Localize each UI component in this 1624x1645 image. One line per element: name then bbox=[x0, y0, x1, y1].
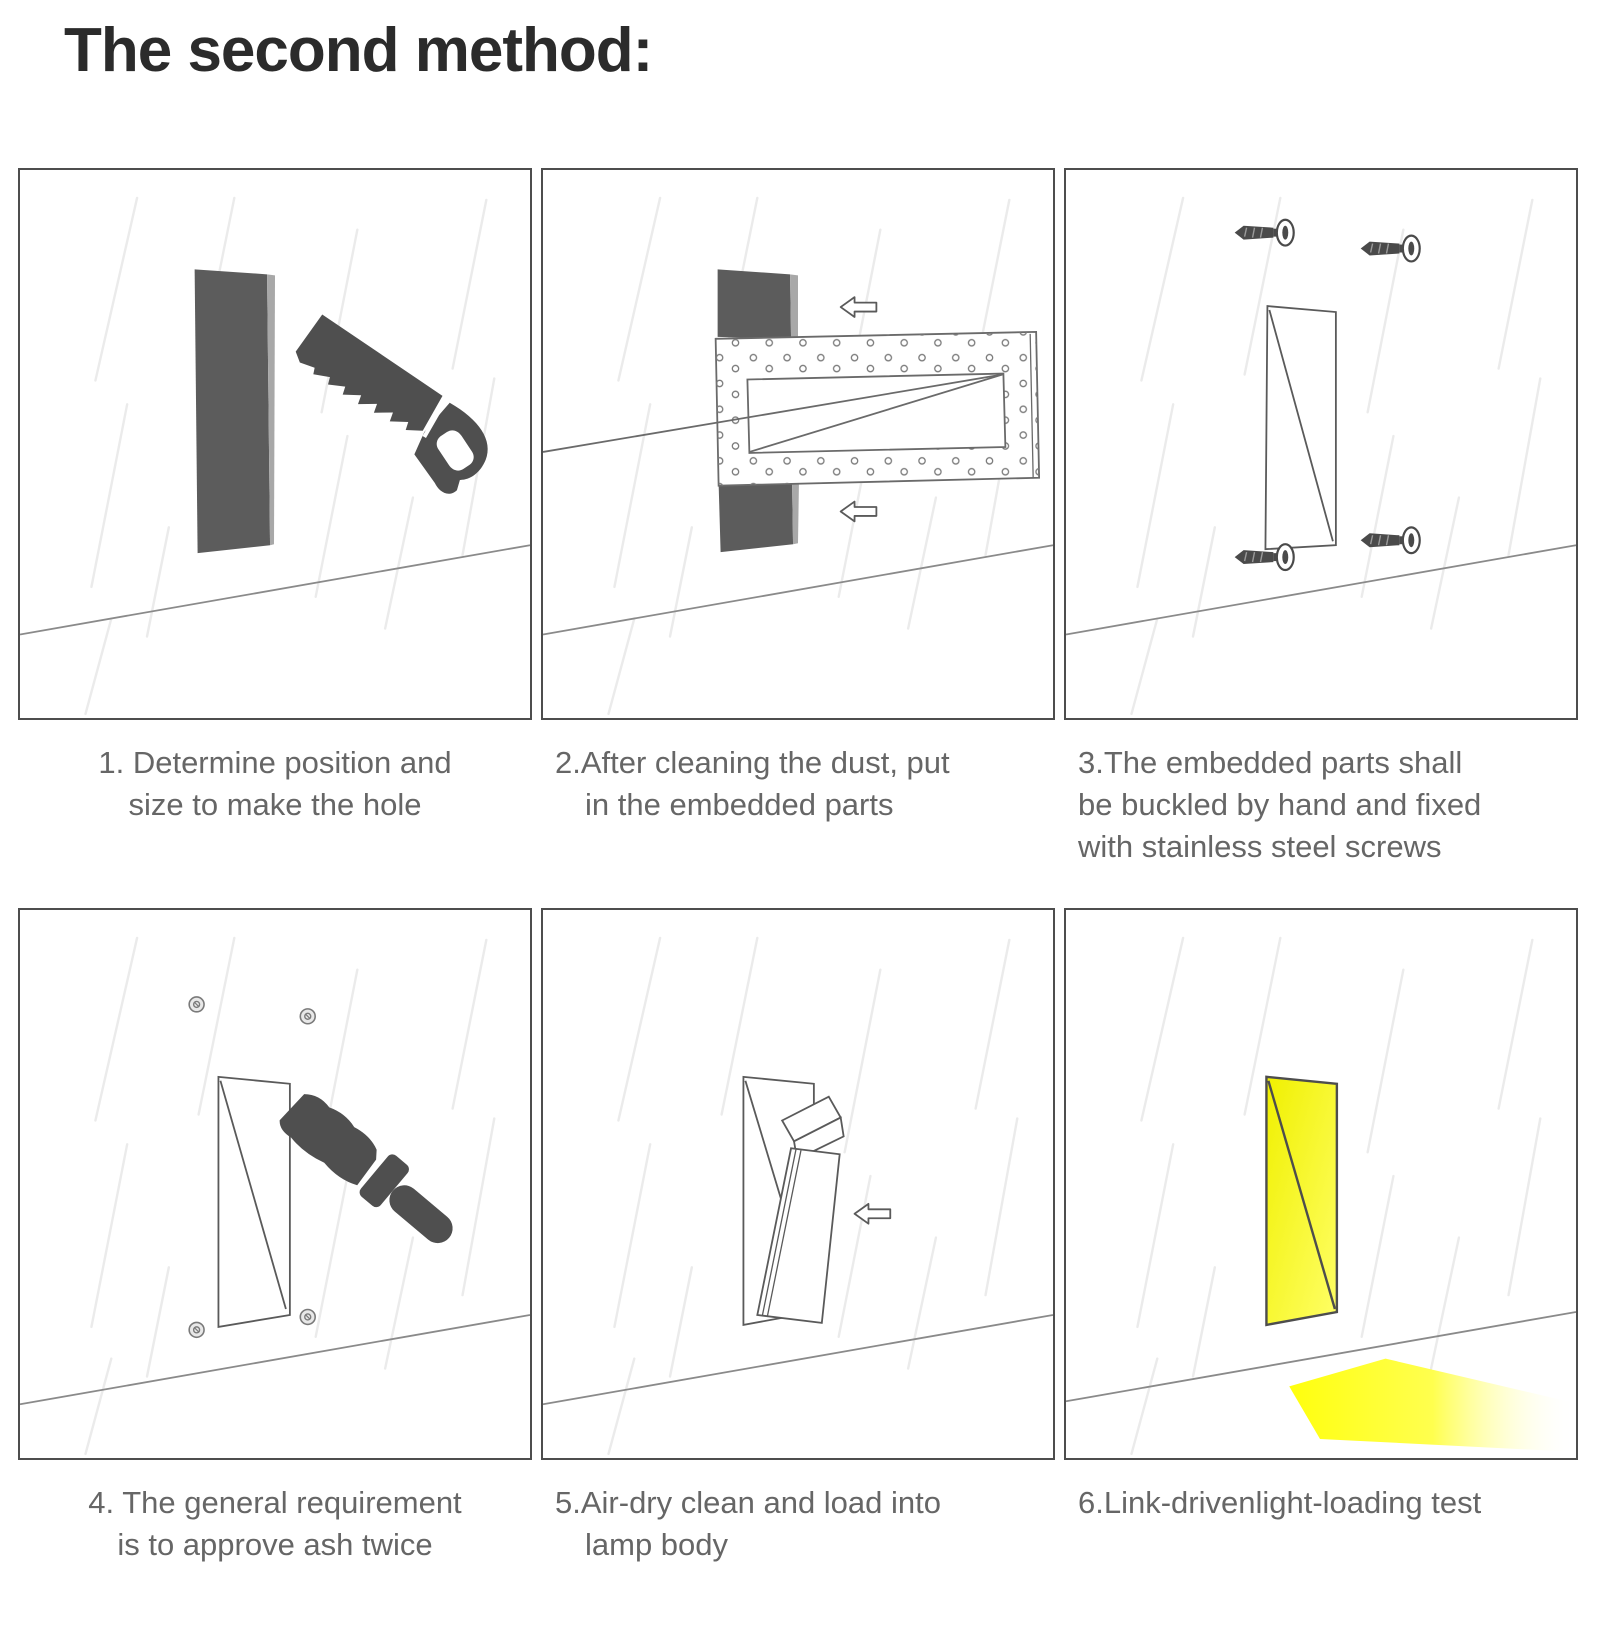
caption-line: be buckled by hand and fixed bbox=[1078, 787, 1482, 822]
caption-line: 3.The embedded parts shall bbox=[1078, 745, 1463, 780]
caption-line: size to make the hole bbox=[128, 787, 422, 822]
page-title: The second method: bbox=[64, 16, 653, 85]
step-6-illustration bbox=[1064, 908, 1578, 1460]
screw-icon bbox=[1235, 544, 1294, 570]
step-5-caption bbox=[541, 1460, 1055, 1566]
steps-grid bbox=[18, 168, 1624, 1566]
embedded-part bbox=[543, 332, 1039, 486]
instruction-sheet bbox=[0, 18, 1624, 1645]
lit-lamp bbox=[1266, 1077, 1336, 1325]
step-3 bbox=[1064, 168, 1578, 908]
step-6-caption bbox=[1064, 1460, 1578, 1524]
screw-head-icon bbox=[300, 1009, 315, 1024]
step-4-caption bbox=[18, 1460, 532, 1566]
screw-icon bbox=[1361, 527, 1420, 553]
caption-line: 2.After cleaning the dust, put bbox=[555, 745, 950, 780]
step-1-caption bbox=[18, 720, 532, 908]
caption-line: in the embedded parts bbox=[585, 787, 894, 822]
saw-icon bbox=[282, 306, 502, 501]
step-2-caption bbox=[541, 720, 1055, 908]
floor-line bbox=[20, 1315, 530, 1404]
step-2 bbox=[541, 168, 1055, 908]
step-6 bbox=[1064, 908, 1578, 1566]
step-1 bbox=[18, 168, 532, 908]
screw-head-icon bbox=[300, 1310, 315, 1325]
light-beam bbox=[1289, 1359, 1576, 1452]
step-2-illustration bbox=[541, 168, 1055, 720]
step-3-caption bbox=[1064, 720, 1578, 908]
step-4 bbox=[18, 908, 532, 1566]
step-5 bbox=[541, 908, 1055, 1566]
caption-line: is to approve ash twice bbox=[117, 1527, 433, 1562]
caption-line: 1. Determine position and bbox=[98, 745, 452, 780]
left-arrow-icon bbox=[855, 1204, 891, 1224]
step-4-illustration bbox=[18, 908, 532, 1460]
step-1-illustration bbox=[18, 168, 532, 720]
step-3-illustration bbox=[1064, 168, 1578, 720]
paintbrush-icon bbox=[275, 1084, 468, 1258]
left-arrow-icon bbox=[841, 502, 877, 522]
embedded-frame-outline bbox=[218, 1077, 289, 1327]
left-arrow-icon bbox=[841, 297, 877, 317]
caption-line: 4. The general requirement bbox=[88, 1485, 462, 1520]
screw-icon bbox=[1235, 220, 1294, 246]
embedded-frame-outline bbox=[1265, 306, 1335, 549]
caption-line: lamp body bbox=[585, 1527, 729, 1562]
caption-line: with stainless steel screws bbox=[1078, 829, 1442, 864]
screw-icon bbox=[1361, 236, 1420, 262]
caption-line: 5.Air-dry clean and load into bbox=[555, 1485, 942, 1520]
screw-head-icon bbox=[189, 1322, 204, 1337]
floor-line bbox=[543, 1315, 1053, 1404]
step-5-illustration bbox=[541, 908, 1055, 1460]
caption-line: 6.Link-drivenlight-loading test bbox=[1078, 1485, 1482, 1520]
screw-head-icon bbox=[189, 997, 204, 1012]
wall-hole-cutout bbox=[195, 269, 275, 553]
